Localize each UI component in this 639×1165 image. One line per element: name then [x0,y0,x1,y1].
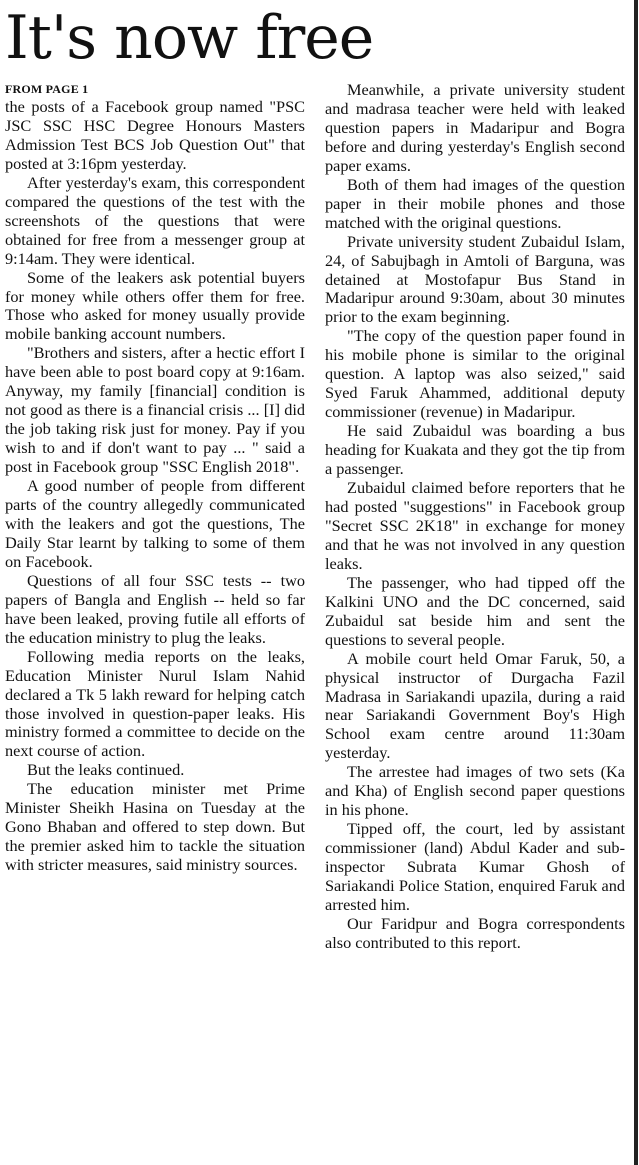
paragraph: Both of them had images of the question paper in their mobile phones and those matched with the original questions. [325,174,625,232]
paragraph: Some of the leakers ask potential buyers for money while others offer them for free. Those who asked for money usually provide mobile banking account numbers. [5,267,305,344]
paragraph: The arrestee had images of two sets (Ka and Kha) of English second paper questions in his phone. [325,762,625,820]
paragraph: Private university student Zubaidul Islam, 24, of Sabujbagh in Amtoli of Barguna, was detained at Mostofapur Bus Stand in Madaripur around 9:30am, about 30 minutes prior to the exam beginning. [325,231,625,327]
paragraph: The passenger, who had tipped off the Kalkini UNO and the DC concerned, said Zubaidul sat beside him and sent the questions to several people. [325,572,625,649]
paragraph: Following media reports on the leaks, Education Minister Nurul Islam Nahid declared a Tk 5 lakh reward for helping catch those involved in question-paper leaks. His ministry formed a committee to decide on the next course of action. [5,646,305,761]
paragraph: Meanwhile, a private university student and madrasa teacher were held with leaked question papers in Madaripur and Bogra before and during yesterday's English second paper exams. [325,80,625,175]
paragraph: A mobile court held Omar Faruk, 50, a physical instructor of Durgacha Fazil Madrasa in Sariakandi upazila, during a raid near Sariakandi Government Boy's High School exam centre around 11:30am yesterday. [325,648,625,763]
paragraph: But the leaks continued. [27,760,185,780]
column-rule [634,0,638,1165]
left-column [5,81,305,875]
paragraph: Tipped off, the court, led by assistant commissioner (land) Abdul Kader and sub-inspector Subrata Kumar Ghosh of Sariakandi Police Station, enquired Faruk and arrested him. [325,819,625,914]
paragraph: A good number of people from different parts of the country allegedly communicated with the leakers and got the questions, The Daily Star learnt by talking to some of them on Facebook. [5,476,305,571]
paragraph: Zubaidul claimed before reporters that he had posted "suggestions" in Facebook group "Secret SSC 2K18" in exchange for money and that he was not involved in any question leaks. [325,478,625,573]
paragraph: Questions of all four SSC tests -- two papers of Bangla and English -- held so far have been leaked, proving futile all efforts of the education ministry to plug the leaks. [5,570,305,647]
right-column [325,81,625,953]
paragraph: the posts of a Facebook group named "PSC JSC SSC HSC Degree Honours Masters Admission Test BCS Job Question Out" that posted at 3:16pm yesterday. [5,97,305,173]
paragraph: Our Faridpur and Bogra correspondents also contributed to this report. [325,913,625,952]
paragraph: After yesterday's exam, this correspondent compared the questions of the test with the screenshots of the questions that were obtained for free from a messenger group at 9:14am. They were identical. [5,172,305,268]
paragraph: "Brothers and sisters, after a hectic effort I have been able to post board copy at 9:16am. Anyway, my family [financial] condition is not good as there is a financial crisis ... [I] did the job taking risk just for money. Pay if you wish to and if don't want to pay ... " said a post in Facebook group "SSC English 2018". [5,343,305,477]
paragraph: The education minister met Prime Minister Sheikh Hasina on Tuesday at the Gono Bhaban and offered to step down. But the premier asked him to tackle the situation with stricter measures, said ministry sources. [5,779,305,875]
paragraph: He said Zubaidul was boarding a bus heading for Kuakata and they got the tip from a passenger. [325,421,625,479]
paragraph: "The copy of the question paper found in his mobile phone is similar to the original question. A laptop was also seized," said Syed Faruk Ahammed, additional deputy commissioner (revenue) in Madaripur. [325,326,625,422]
continuation-kicker: FROM PAGE 1 [5,82,89,96]
headline: It's now free [5,3,374,73]
